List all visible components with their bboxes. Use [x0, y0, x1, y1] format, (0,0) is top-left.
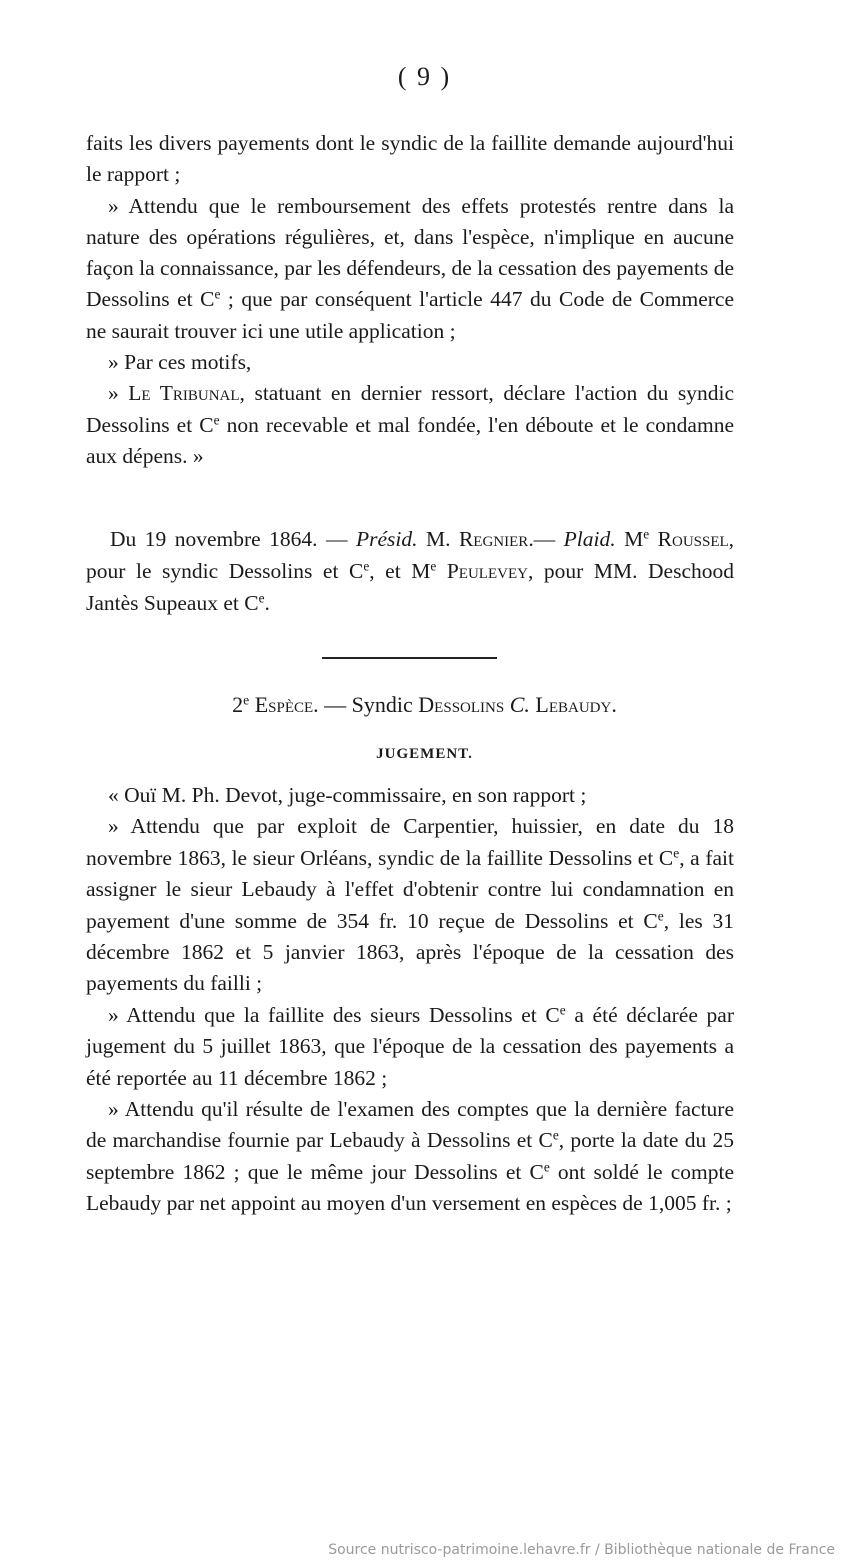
paragraph: « Ouï M. Ph. Devot, juge-commissaire, en son rapport ; — [108, 783, 587, 807]
lawyer2-name: Peulevey — [446, 559, 528, 584]
heading-end: . — [611, 692, 617, 717]
paragraph: » Attendu que par exploit de Carpentier, huissier, en date du 18 novembre 1863, le sieur Orléans, syndic de la faillite Dessolins et Ce, a fait assigner le sieur Lebaudy à l'effet d'obtenir contre lui condamnation en payement d'une somme de 354 fr. 10 reçue de Dessolins et Ce, les 31 décembre 1862 et 5 janvier 1863, après l'époque de la cessation des payements du failli ; — [86, 814, 735, 996]
lawyer1-name: Roussel — [657, 527, 729, 551]
paragraph: » Attendu que la faillite des sieurs Dessolins et Ce a été déclarée par jugement du 5 juillet 1863, que l'époque de la cessation des payements a été reportée au 11 décembre 1862 ; — [86, 1002, 734, 1090]
judgment-subheading: JUGEMENT. — [376, 746, 473, 762]
paragraph: » Attendu que le remboursement des effets protestés rentre dans la nature des opérations régulières, et, dans l'espèce, n'implique en aucune façon la connaissance, par les défendeurs, de la cessation des payements de Dessolins et Ce ; que par conséquent l'article 447 du Code de Commerce ne saurait trouver ici une utile application ; — [86, 193, 734, 343]
citation-date: Du 19 novembre 1864. — — [110, 527, 356, 551]
heading-defendant: Lebaudy — [535, 692, 612, 717]
heading-plaintiff: Dessolins — [418, 692, 505, 717]
presid-name: Regnier — [458, 527, 529, 551]
section-divider — [322, 657, 497, 659]
plaid-label: Plaid. — [563, 527, 616, 551]
presid-prefix: M. — [417, 527, 459, 551]
judgment-body — [86, 780, 734, 1220]
heading-espece: Espèce — [254, 692, 314, 717]
paragraph: » Par ces motifs, — [108, 350, 252, 375]
heading-contra: C. — [504, 692, 536, 717]
source-attribution: Source nutrisco-patrimoine.lehavre.fr / Bibliothèque nationale de France — [328, 1542, 835, 1558]
heading-mid: . — Syndic — [313, 692, 419, 717]
presid-label: Présid. — [356, 527, 418, 551]
citation-paragraph — [86, 523, 734, 620]
section-heading — [0, 692, 849, 718]
verdict-text: , statuant en dernier ressort, déclare l'action du syndic Dessolins et Ce non recevable et mal fondée, l'en déboute et le condamne aux dépens. » — [86, 381, 735, 468]
citation-middle: , pour le syndic Dessolins et Ce, et Me — [86, 527, 735, 584]
judgment-citation — [86, 523, 734, 620]
quote-mark: » — [108, 381, 129, 406]
lawyer1-title: Me — [615, 526, 650, 551]
citation-end: , pour MM. Deschood Jantès Supeaux et Ce. — [86, 559, 734, 616]
heading-number: 2e — [232, 692, 250, 717]
separator: .— — [528, 527, 564, 551]
paragraph-verdict — [86, 378, 734, 472]
text-block-continuation — [86, 128, 734, 472]
page-number: ( 9 ) — [397, 62, 452, 91]
court-name: Le Tribunal — [128, 381, 240, 406]
paragraph: » Attendu qu'il résulte de l'examen des comptes que la dernière facture de marchandise fournie par Lebaudy à Dessolins et Ce, porte la date du 25 septembre 1862 ; que le même jour Dessolins et Ce ont soldé le compte Lebaudy par net appoint au moyen d'un versement en espèces de 1,005 fr. ; — [86, 1097, 735, 1216]
paragraph: faits les divers payements dont le syndic de la faillite demande aujourd'hui le rapport ; — [86, 131, 734, 187]
